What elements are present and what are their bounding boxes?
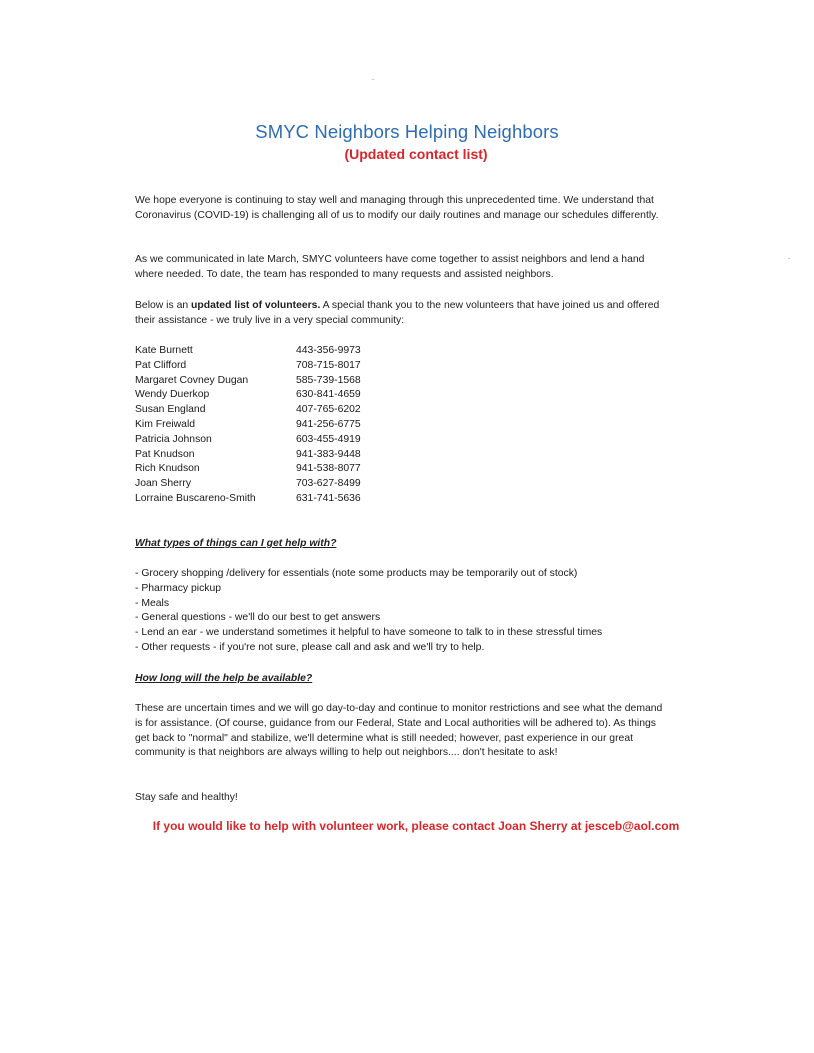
list-item: - Other requests - if you're not sure, please call and ask and we'll try to help. (135, 641, 485, 653)
scan-speck (788, 258, 790, 259)
page-subtitle: (Updated contact list) (344, 146, 488, 162)
volunteer-row (135, 359, 361, 374)
volunteer-phone: 443-356-9973 (296, 345, 361, 356)
volunteer-contact-line: If you would like to help with volunteer work, please contact Joan Sherry at jesceb@aol.com (152, 819, 680, 833)
intro-paragraph-2: As we communicated in late March, SMYC volunteers have come together to assist neighbors and lend a hand where needed. To date, the team has responded to many requests and assisted neighbors. (135, 254, 645, 280)
volunteer-name: Kate Burnett (135, 345, 193, 356)
help-types-list (135, 567, 675, 656)
volunteer-list (135, 344, 361, 507)
volunteer-name: Kim Freiwald (135, 418, 196, 430)
intro-paragraph-3-suffix: A special thank you to the new volunteers that have joined us and offered their assistance - we truly live in a very special community: (135, 300, 660, 326)
intro-paragraph-3-prefix: Below is an (135, 300, 192, 311)
volunteer-name: Patricia Johnson (135, 433, 212, 445)
updated-list-emphasis: updated list of volunteers. (191, 300, 321, 311)
volunteer-phone: 703-627-8499 (296, 478, 361, 490)
volunteer-row (135, 374, 361, 389)
intro-paragraph-1: We hope everyone is continuing to stay well and managing through this unprecedented time. We understand that Coronavirus (COVID-19) is challenging all of us to modify our daily routines and manage our schedules differently. (135, 195, 659, 221)
volunteer-phone: 708-715-8017 (296, 359, 361, 371)
list-item: - Grocery shopping /delivery for essentials (note some products may be temporarily out of stock) (135, 568, 578, 579)
scan-speck (372, 79, 374, 80)
intro-paragraph-3 (135, 299, 665, 329)
volunteer-phone: 631-741-5636 (296, 492, 361, 504)
volunteer-row (135, 344, 361, 359)
volunteer-row (135, 448, 361, 463)
volunteer-row (135, 388, 361, 403)
volunteer-phone: 585-739-1568 (296, 374, 361, 386)
volunteer-row (135, 462, 361, 477)
availability-heading: How long will the help be available? (135, 673, 313, 684)
help-types-heading: What types of things can I get help with? (135, 538, 337, 549)
volunteer-name: Rich Knudson (135, 463, 200, 475)
page-title: SMYC Neighbors Helping Neighbors (255, 121, 559, 142)
volunteer-row (135, 492, 361, 507)
volunteer-name: Margaret Covney Dugan (135, 374, 249, 386)
volunteer-name: Susan England (135, 404, 206, 416)
volunteer-phone: 603-455-4919 (296, 433, 361, 445)
volunteer-row (135, 403, 361, 418)
volunteer-name: Pat Clifford (135, 359, 187, 371)
volunteer-name: Lorraine Buscareno-Smith (135, 492, 256, 504)
volunteer-name: Wendy Duerkop (135, 389, 210, 401)
list-item: - General questions - we'll do our best to get answers (135, 612, 381, 624)
volunteer-phone: 630-841-4659 (296, 389, 361, 401)
volunteer-name: Joan Sherry (135, 478, 192, 490)
volunteer-name: Pat Knudson (135, 448, 195, 460)
volunteer-phone: 407-765-6202 (296, 404, 361, 416)
closing-line: Stay safe and healthy! (135, 792, 238, 803)
volunteer-phone: 941-256-6775 (296, 418, 361, 430)
volunteer-phone: 941-383-9448 (296, 448, 361, 460)
list-item: - Pharmacy pickup (135, 582, 222, 594)
list-item: - Lend an ear - we understand sometimes it helpful to have someone to talk to in these stressful times (135, 627, 603, 639)
list-item: - Meals (135, 597, 170, 609)
availability-paragraph: These are uncertain times and we will go day-to-day and continue to monitor restrictions and see what the demand is for assistance. (Of course, guidance from our Federal, State and Local authorities will be adhered to). As things get back to "normal" and stabilize, we'll determine what is still needed; however, past experience in our great community is that neighbors are always willing to help out neighbors.... don't hesitate to ask! (135, 703, 663, 759)
volunteer-row (135, 433, 361, 448)
volunteer-row (135, 418, 361, 433)
volunteer-phone: 941-538-8077 (296, 463, 361, 475)
volunteer-row (135, 477, 361, 492)
